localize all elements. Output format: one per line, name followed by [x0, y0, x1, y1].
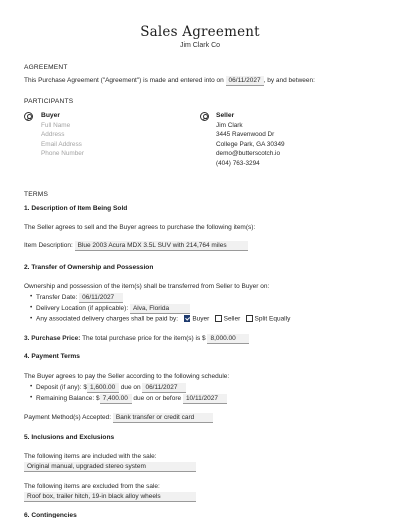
deposit-row: [36, 383, 186, 393]
included-text: The following items are included with the sale:: [24, 453, 157, 460]
seller-checkbox[interactable]: [215, 315, 222, 322]
agreement-intro: [24, 76, 315, 86]
section-1-text: The Seller agrees to sell and the Buyer agrees to purchase the following item(s):: [24, 224, 256, 231]
payment-method-field[interactable]: Bank transfer or credit card: [113, 413, 213, 423]
split-equally-option-label: Split Equally: [254, 315, 291, 323]
excluded-text: The following items are excluded from the sale:: [24, 483, 160, 490]
transfer-date-row: [36, 293, 123, 303]
deposit-label: Deposit (if any): $: [36, 384, 87, 391]
deposit-date-field[interactable]: 06/11/2027: [142, 383, 186, 393]
agreement-text-before: This Purchase Agreement ("Agreement") is made and entered into on: [24, 77, 224, 84]
section-3-row: [24, 334, 249, 344]
item-description-field[interactable]: Blue 2003 Acura MDX 3.5L SUV with 214,764 miles: [75, 241, 248, 251]
section-2-text: Ownership and possession of the item(s) shall be transferred from Seller to Buyer on:: [24, 283, 270, 290]
document-subtitle: Jim Clark Co: [179, 42, 221, 49]
included-items-field[interactable]: Original manual, upgraded stereo system: [24, 462, 196, 472]
item-description-row: [24, 241, 248, 251]
section-6-heading: 6. Contingencies: [24, 512, 77, 518]
participants-section-label: PARTICIPANTS: [24, 98, 74, 105]
item-description-label: Item Description:: [24, 242, 73, 249]
buyer-email-field[interactable]: Email Address: [41, 140, 82, 148]
purchase-price-field[interactable]: 8,000.00: [207, 334, 249, 344]
excluded-items-field[interactable]: Roof box, trailer hitch, 19-in black alloy wheels: [24, 492, 196, 502]
transfer-date-label: Transfer Date:: [36, 294, 78, 301]
agreement-date-field[interactable]: 06/11/2027: [226, 76, 264, 86]
buyer-phone-field[interactable]: Phone Number: [41, 150, 84, 158]
seller-email: demo@butterscotch.io: [216, 150, 281, 158]
delivery-charges-row: [36, 315, 290, 323]
seller-details: [216, 121, 285, 168]
delivery-location-row: [36, 304, 190, 314]
seller-street: 3445 Ravenwood Dr: [216, 131, 275, 139]
delivery-charges-label: Any associated delivery charges shall be paid by:: [36, 315, 178, 323]
seller-user-icon: [200, 112, 209, 121]
section-5-heading: 5. Inclusions and Exclusions: [24, 434, 115, 441]
section-4-heading: 4. Payment Terms: [24, 353, 80, 360]
balance-label: Remaining Balance: $: [36, 395, 100, 402]
section-4-text: The Buyer agrees to pay the Seller according to the following schedule:: [24, 373, 230, 380]
deposit-amount-field[interactable]: 1,600.00: [87, 383, 119, 393]
balance-date-field[interactable]: 10/11/2027: [183, 394, 227, 404]
section-1-heading: 1. Description of Item Being Sold: [24, 205, 128, 212]
buyer-user-icon: [24, 112, 33, 121]
balance-row: [36, 394, 227, 404]
seller-city: College Park, GA 30349: [216, 140, 285, 148]
balance-amount-field[interactable]: 7,400.00: [100, 394, 132, 404]
seller-heading: Seller: [216, 112, 235, 119]
buyer-address-field[interactable]: Address: [41, 131, 65, 139]
payment-method-label: Payment Method(s) Accepted:: [24, 414, 112, 421]
buyer-checkbox[interactable]: [184, 315, 191, 322]
buyer-option-label: Buyer: [192, 315, 210, 323]
buyer-full-name-field[interactable]: Full Name: [41, 122, 71, 129]
payment-method-row: [24, 413, 213, 423]
buyer-heading: Buyer: [41, 112, 60, 119]
transfer-date-field[interactable]: 06/11/2027: [79, 293, 123, 303]
agreement-text-after: , by and between:: [263, 77, 315, 84]
delivery-location-field[interactable]: Alva, Florida: [130, 304, 190, 314]
section-3-heading: 3. Purchase Price:: [24, 335, 81, 342]
seller-phone: (404) 763-3294: [216, 159, 260, 167]
agreement-section-label: AGREEMENT: [24, 64, 68, 71]
balance-due-label: due on or before: [133, 395, 182, 402]
document-title: Sales Agreement: [140, 24, 260, 40]
seller-option-label: Seller: [223, 315, 241, 323]
buyer-fields: [41, 121, 84, 159]
section-2-heading: 2. Transfer of Ownership and Possession: [24, 264, 154, 271]
delivery-location-label: Delivery Location (if applicable):: [36, 305, 129, 312]
deposit-due-label: due on: [120, 384, 141, 391]
split-equally-checkbox[interactable]: [246, 315, 253, 322]
terms-section-label: TERMS: [24, 191, 49, 198]
section-3-text: The total purchase price for the item(s) is $: [82, 335, 206, 342]
seller-name: Jim Clark: [216, 122, 243, 129]
